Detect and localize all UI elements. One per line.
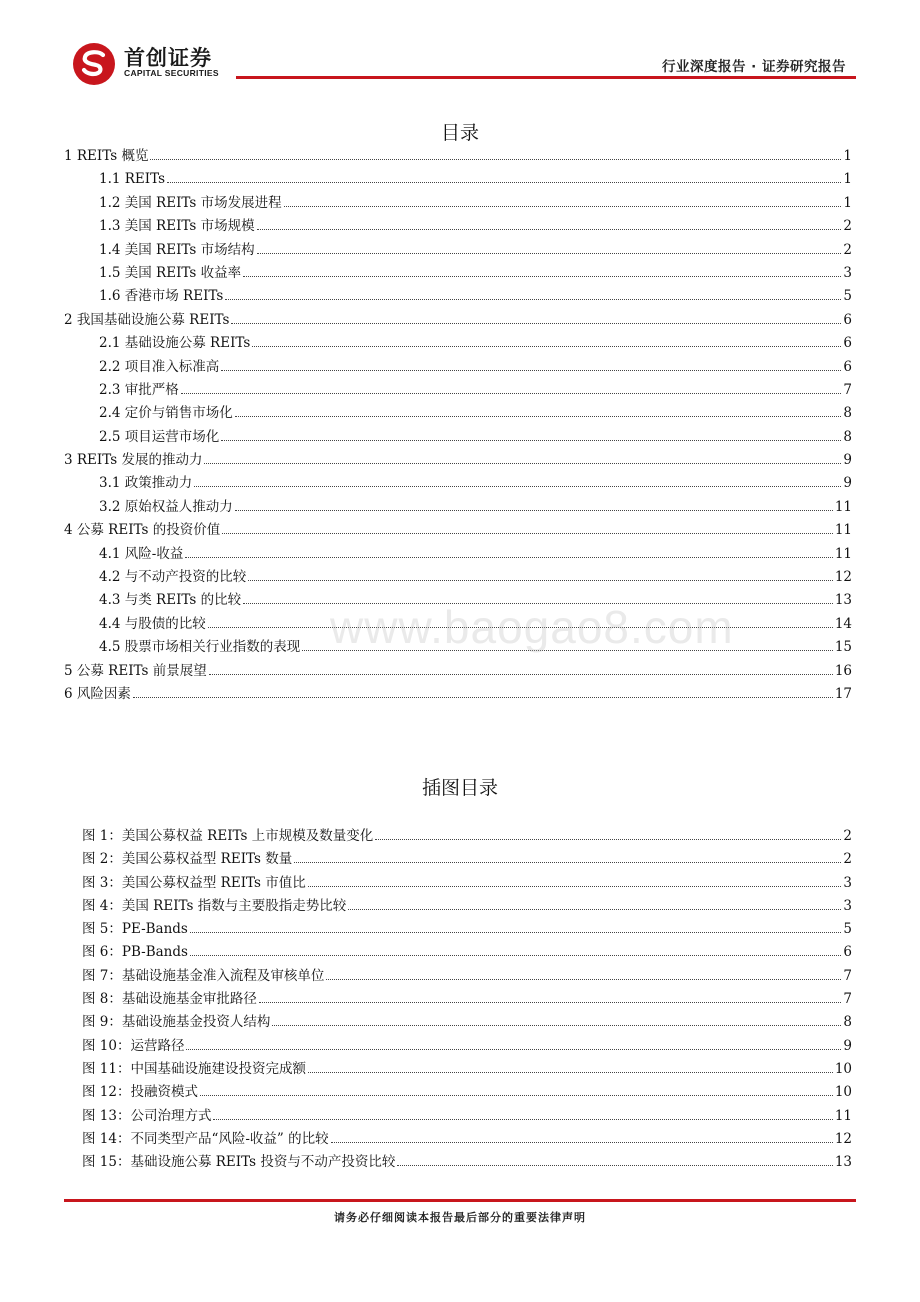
entry-label: 4.2 与不动产投资的比较 [99,569,247,586]
figure-entry[interactable] [82,1081,852,1104]
figure-entry[interactable] [82,848,852,871]
toc-entry[interactable] [64,332,852,355]
toc-entry[interactable] [64,168,852,191]
entry-page-number: 6 [843,944,852,961]
entry-page-number: 3 [843,874,852,891]
dot-leader [243,276,841,277]
dot-leader [257,253,842,254]
entry-page-number: 13 [834,592,852,609]
figure-list-title: 插图目录 [421,777,498,799]
dot-leader [225,299,841,300]
entry-page-number: 9 [843,475,852,492]
dot-leader [221,370,841,371]
entry-page-number: 10 [834,1060,852,1077]
figure-entry[interactable] [82,1035,852,1058]
figure-entry[interactable] [82,1105,852,1128]
entry-label: 4.1 风险-收益 [99,545,184,562]
legal-disclaimer: 请务必仔细阅读本报告最后部分的重要法律声明 [334,1211,586,1224]
entry-label: 1.3 美国 REITs 市场规模 [99,218,255,235]
entry-label: 图 9：基础设施基金投资人结构 [82,1014,271,1031]
toc-entry[interactable] [64,660,852,683]
dot-leader [181,393,842,394]
entry-page-number: 6 [843,311,852,328]
dot-leader [257,229,842,230]
dot-leader [200,1095,833,1096]
toc-entry[interactable] [64,402,852,425]
dot-leader [190,932,842,933]
entry-label: 1.4 美国 REITs 市场结构 [99,241,255,258]
entry-label: 2 我国基础设施公募 REITs [64,311,230,328]
dot-leader [397,1165,832,1166]
figure-entry[interactable] [82,872,852,895]
entry-page-number: 11 [834,1107,852,1124]
entry-label: 图 3：美国公募权益型 REITs 市值比 [82,874,306,891]
dot-leader [133,697,833,698]
toc-entry[interactable] [64,262,852,285]
dot-leader [204,463,841,464]
entry-page-number: 9 [843,452,852,469]
dot-leader [190,955,841,956]
entry-page-number: 8 [843,1014,852,1031]
toc-entry[interactable] [64,683,852,706]
entry-page-number: 2 [843,828,852,844]
figure-entry[interactable] [82,941,852,964]
toc-entry[interactable] [64,472,852,495]
brand-name-cn: 首创证券 [124,46,212,70]
figure-entry[interactable] [82,1058,852,1081]
entry-page-number: 11 [834,522,852,539]
figure-entry[interactable] [82,1128,852,1151]
entry-label: 图 5：PE-Bands [82,921,188,938]
dot-leader [194,486,841,487]
entry-page-number: 6 [843,358,852,375]
entry-label: 1.5 美国 REITs 收益率 [99,264,242,281]
toc-entry[interactable] [64,192,852,215]
entry-label: 2.2 项目准入标准高 [99,358,220,375]
dot-leader [308,886,842,887]
dot-leader [231,323,841,324]
dot-leader [375,839,841,840]
page-header [0,0,920,90]
entry-page-number: 1 [843,171,852,188]
entry-label: 图 2：美国公募权益型 REITs 数量 [82,851,293,868]
dot-leader [326,979,841,980]
entry-page-number: 8 [843,405,852,422]
entry-label: 1.1 REITs [99,171,166,188]
entry-page-number: 3 [843,897,852,914]
toc-entry[interactable] [64,543,852,566]
toc-entry[interactable] [64,379,852,402]
dot-leader [222,533,833,534]
toc-entry[interactable] [64,145,852,168]
entry-page-number: 16 [834,662,852,679]
toc-entry[interactable] [64,519,852,542]
entry-page-number: 5 [843,288,852,305]
entry-label: 图 10：运营路径 [82,1037,185,1054]
entry-label: 图 15：基础设施公募 REITs 投资与不动产投资比较 [82,1154,396,1171]
dot-leader [331,1142,833,1143]
entry-page-number: 2 [843,218,852,235]
entry-label: 4.4 与股债的比较 [99,615,206,632]
toc-entry[interactable] [64,426,852,449]
toc-entry[interactable] [64,215,852,238]
dot-leader [221,440,841,441]
entry-page-number: 13 [834,1154,852,1171]
entry-page-number: 1 [843,194,852,211]
report-type-label: 行业深度报告 · 证券研究报告 [661,59,846,75]
figure-entry[interactable] [82,895,852,918]
brand-name-en: CAPITAL SECURITIES [124,68,219,78]
footer-divider [64,1199,856,1202]
dot-leader [209,674,833,675]
dot-leader [186,1049,841,1050]
figure-entry[interactable] [82,965,852,988]
toc-title: 目录 [440,122,479,144]
entry-label: 5 公募 REITs 前景展望 [64,662,207,679]
entry-page-number: 12 [834,569,852,586]
entry-page-number: 10 [834,1084,852,1101]
entry-label: 2.5 项目运营市场化 [99,428,220,445]
entry-page-number: 3 [843,264,852,281]
dot-leader [248,580,833,581]
watermark: www.baogao8.com [330,601,734,653]
dot-leader [284,206,842,207]
entry-page-number: 11 [834,498,852,515]
figure-entry[interactable] [82,918,852,941]
entry-label: 图 11：中国基础设施建设投资完成额 [82,1060,306,1077]
entry-label: 图 6：PB-Bands [82,944,188,961]
entry-page-number: 11 [834,545,852,562]
figure-entry[interactable] [82,988,852,1011]
dot-leader [235,416,842,417]
entry-page-number: 14 [834,615,852,632]
entry-page-number: 5 [843,921,852,938]
entry-label: 2.4 定价与销售市场化 [99,405,233,422]
entry-label: 图 12：投融资模式 [82,1084,198,1101]
entry-label: 2.3 审批严格 [99,381,179,398]
entry-label: 1 REITs 概览 [64,148,149,164]
entry-page-number: 6 [843,335,852,352]
entry-page-number: 1 [843,148,852,164]
toc-entry[interactable] [64,239,852,262]
entry-page-number: 9 [843,1037,852,1054]
entry-label: 1.2 美国 REITs 市场发展进程 [99,194,282,211]
entry-page-number: 17 [834,685,852,702]
entry-page-number: 15 [834,639,852,656]
entry-page-number: 7 [843,381,852,398]
entry-label: 3 REITs 发展的推动力 [64,452,203,469]
entry-label: 3.1 政策推动力 [99,475,193,492]
toc-entry[interactable] [64,496,852,519]
entry-label: 6 风险因素 [64,685,131,702]
entry-label: 2.1 基础设施公募 REITs [99,335,251,352]
entry-label: 图 1：美国公募权益 REITs 上市规模及数量变化 [82,828,374,844]
header-divider [236,76,856,79]
entry-page-number: 2 [843,851,852,868]
entry-page-number: 7 [843,991,852,1008]
figure-entry[interactable] [82,1151,852,1174]
dot-leader [259,1002,842,1003]
dot-leader [272,1025,841,1026]
entry-label: 图 7：基础设施基金准入流程及审核单位 [82,967,325,984]
entry-label: 图 8：基础设施基金审批路径 [82,991,257,1008]
entry-page-number: 7 [843,967,852,984]
dot-leader [294,862,841,863]
entry-label: 4.5 股票市场相关行业指数的表现 [99,639,301,656]
entry-page-number: 8 [843,428,852,445]
entry-label: 图 4：美国 REITs 指数与主要股指走势比较 [82,897,347,914]
dot-leader [167,182,841,183]
toc-entry[interactable] [64,566,852,589]
entry-label: 3.2 原始权益人推动力 [99,498,233,515]
dot-leader [185,557,832,558]
figure-entry[interactable] [82,825,852,848]
toc-entry[interactable] [64,449,852,472]
dot-leader [235,510,833,511]
dot-leader [252,346,841,347]
toc-entry[interactable] [64,309,852,332]
entry-label: 图 14：不同类型产品“风险-收益” 的比较 [82,1130,329,1147]
entry-label: 4.3 与类 REITs 的比较 [99,592,242,609]
dot-leader [308,1072,833,1073]
entry-label: 1.6 香港市场 REITs [99,288,224,305]
entry-label: 4 公募 REITs 的投资价值 [64,522,221,539]
toc-entry[interactable] [64,285,852,308]
dot-leader [213,1119,832,1120]
figure-list [82,825,852,1174]
entry-page-number: 12 [834,1130,852,1147]
dot-leader [348,909,841,910]
toc-entry[interactable] [64,356,852,379]
dot-leader [150,159,841,160]
entry-label: 图 13：公司治理方式 [82,1107,212,1124]
capital-securities-logo-icon [72,42,116,86]
figure-entry[interactable] [82,1011,852,1034]
entry-page-number: 2 [843,241,852,258]
